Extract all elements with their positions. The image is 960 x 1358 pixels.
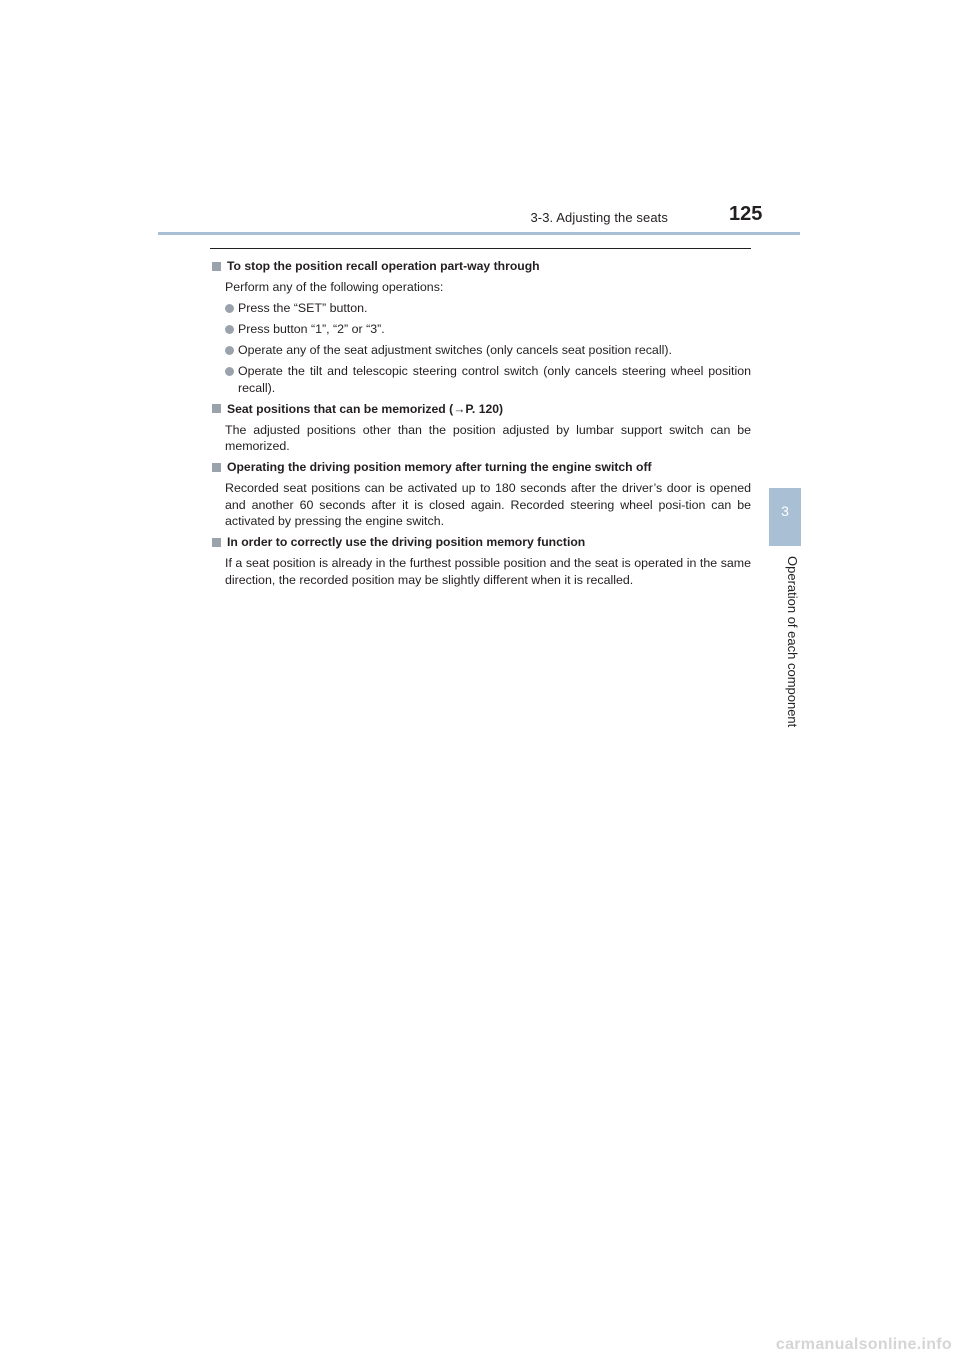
list-item — [225, 342, 751, 359]
square-bullet-icon — [212, 463, 221, 472]
header-rule — [158, 232, 800, 235]
section-body: The adjusted positions other than the position adjusted by lumbar support switch can be memorized. — [225, 422, 751, 453]
section-heading-text: In order to correctly use the driving position memory function — [227, 535, 586, 549]
section-memorizable-positions — [210, 401, 751, 455]
watermark: carmanualsonline.info — [775, 1336, 952, 1353]
section-heading-text[interactable]: Seat positions that can be memorized (→P. 120) — [227, 401, 504, 416]
round-bullet-icon — [225, 325, 234, 334]
section-correct-use — [210, 534, 751, 588]
section-title: 3-3. Adjusting the seats — [530, 210, 668, 225]
content-top-rule — [210, 248, 751, 249]
content-area — [210, 258, 751, 593]
section-intro: Perform any of the following operations: — [225, 280, 444, 294]
list-item — [225, 363, 751, 396]
section-heading — [210, 401, 751, 418]
section-heading — [210, 258, 751, 275]
list-item-text: Operate the tilt and telescopic steering control switch (only cancels steering wheel position recall). — [238, 364, 751, 395]
chapter-label: Operation of each component — [785, 556, 800, 728]
chapter-tab-number: 3 — [781, 503, 789, 519]
section-body: Recorded seat positions can be activated up to 180 seconds after the driver’s door is opened and another 60 seconds after it is closed again. Recorded steering wheel posi-tion can be activated by pressing the engine switch. — [225, 481, 751, 528]
round-bullet-icon — [225, 367, 234, 376]
page-number: 125 — [729, 203, 763, 225]
list-item — [225, 300, 751, 317]
section-engine-off — [210, 459, 751, 530]
list-item-text: Press button “1”, “2” or “3”. — [238, 322, 385, 336]
section-heading-text: Operating the driving position memory after turning the engine switch off — [227, 460, 652, 474]
section-body: If a seat position is already in the furthest possible position and the seat is operated in the same direction, the recorded position may be slightly different when it is recalled. — [225, 556, 751, 587]
section-heading-text: To stop the position recall operation part-way through — [227, 259, 540, 273]
square-bullet-icon — [212, 262, 221, 271]
section-heading — [210, 459, 751, 476]
square-bullet-icon — [212, 404, 221, 413]
round-bullet-icon — [225, 346, 234, 355]
section-stop-recall — [210, 258, 751, 396]
list-item — [225, 321, 751, 338]
round-bullet-icon — [225, 304, 234, 313]
square-bullet-icon — [212, 538, 221, 547]
list-item-text: Operate any of the seat adjustment switches (only cancels seat position recall). — [238, 343, 672, 357]
list-item-text: Press the “SET” button. — [238, 301, 368, 315]
chapter-tab — [769, 488, 801, 546]
section-heading — [210, 534, 751, 551]
